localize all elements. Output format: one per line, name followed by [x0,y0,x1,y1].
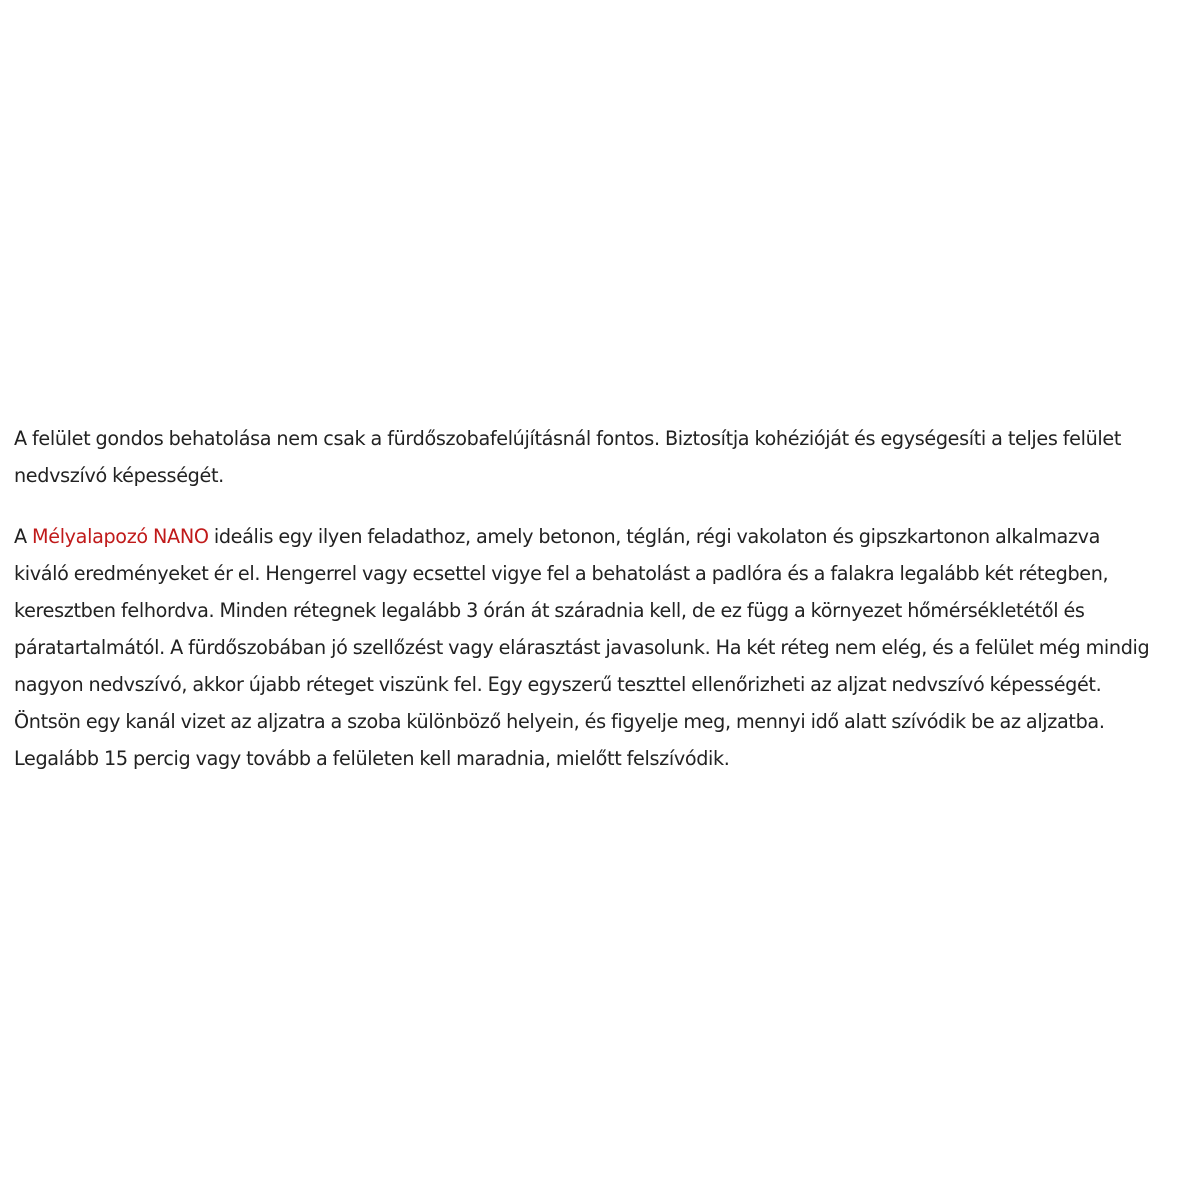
paragraph-line: keresztben felhordva. Minden rétegnek legalább 3 órán át száradnia kell, de ez függ a környezet hőmérsékletétől és [14,599,1085,622]
paragraph-line: nedvszívó képességét. [14,464,224,487]
paragraph-line: kiváló eredményeket ér el. Hengerrel vagy ecsettel vigye fel a behatolást a padlóra és a falakra legalább két rétegben, [14,562,1109,585]
paragraph-application-instructions [14,518,1194,777]
paragraph-line: Öntsön egy kanál vizet az aljzatra a szoba különböző helyein, és figyelje meg, mennyi idő alatt szívódik be az aljzatba. [14,710,1105,733]
product-link-melyalapozo-nano[interactable]: Mélyalapozó NANO [32,525,209,548]
paragraph-prefix: A [14,525,33,548]
paragraph-line: nagyon nedvszívó, akkor újabb réteget viszünk fel. Egy egyszerű teszttel ellenőrizheti az aljzat nedvszívó képességét. [14,673,1102,696]
paragraph-line: A felület gondos behatolása nem csak a fürdőszobafelújításnál fontos. Biztosítja kohézióját és egységesíti a teljes felület [14,427,1122,450]
paragraph-line: Legalább 15 percig vagy tovább a felületen kell maradnia, mielőtt felszívódik. [14,747,730,770]
paragraph-line: páratartalmától. A fürdőszobában jó szellőzést vagy elárasztást javasolunk. Ha két réteg nem elég, és a felület még mindig [14,636,1150,659]
paragraph-line: ideális egy ilyen feladathoz, amely betonon, téglán, régi vakolaton és gipszkartonon alkalmazva [208,525,1101,548]
article-body [14,420,1194,777]
paragraph-surface-penetration [14,420,1194,494]
